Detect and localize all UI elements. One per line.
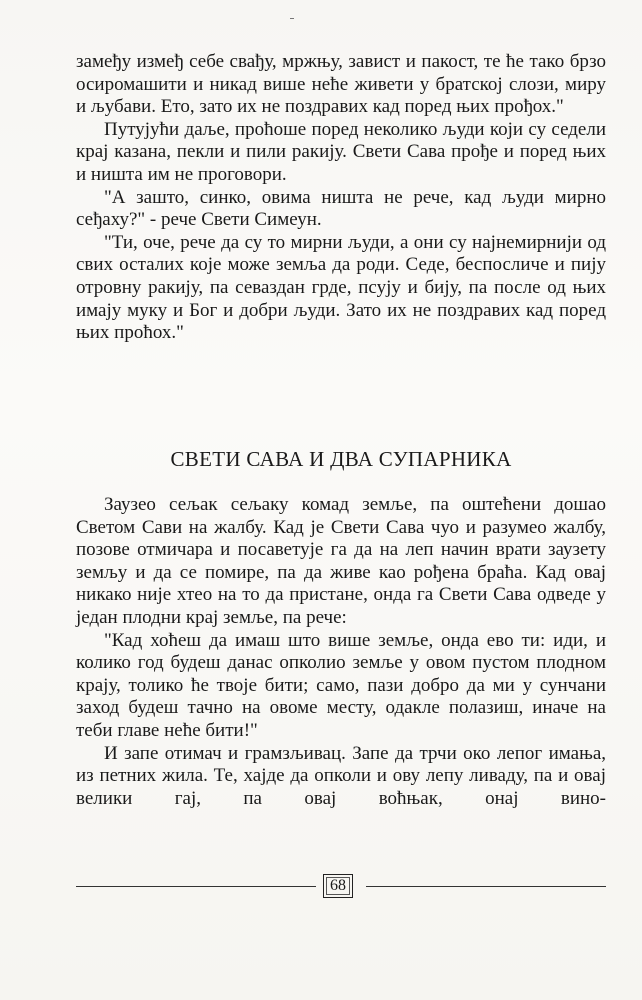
- paragraph-answer: "Ти, оче, рече да су то мирни људи, а они су најнемирнији од свих осталих које може земља да роди. Седе, беспосличе и пију отровну ракију, па севаздан грде, псују и бију, па после од њих имају муку и Бог и добри људи. Зато их не поздравих кад поред њих проћох.": [76, 231, 606, 344]
- footer-rule-right: [366, 886, 606, 887]
- text-block-bottom: [76, 494, 606, 810]
- page-footer: [76, 872, 606, 902]
- page-number: 68: [323, 874, 353, 898]
- paragraph-question: "А зашто, синко, овима ништа не рече, кад људи мирно сеђаху?" - рече Свети Симеун.: [76, 186, 606, 231]
- paragraph-quote: "Кад хоћеш да имаш што више земље, онда ево ти: иди, и колико год будеш данас опколио земље у овом пустом плодном крају, толико ће твоје бити; само, пази добро да ми у сунчани заход будеш тачно на овоме месту, одакле полазиш, иначе на теби главе неће бити!": [76, 629, 606, 741]
- paragraph-travel: Путујући даље, проћоше поред неколико људи који су седели крај казана, пекли и пили ракију. Свети Сава прође и поред њих и ништа им не проговори.: [76, 118, 606, 185]
- top-mark: [290, 18, 294, 19]
- chapter-heading: СВЕТИ САВА И ДВА СУПАРНИКА: [170, 447, 512, 471]
- paragraph-run: И запе отимач и грамзљивац. Запе да трчи око лепог имања, из петних жила. Те, хајде да опколи и ову лепу ливаду, па и овај велики гај, па овај воћњак, онај вино-: [76, 742, 606, 809]
- text-block-top: [76, 51, 606, 345]
- paragraph-continuation: замеђу измеђ себе свађу, мржњу, завист и пакост, те ће тако брзо осиромашити и никад више неће живети у братској слози, миру и љубави. Ето, зато их не поздравих кад поред њих прођох.": [76, 51, 606, 118]
- footer-rule-left: [76, 886, 316, 887]
- paragraph-story-start: Заузео сељак сељаку комад земље, па оштећени дошао Светом Сави на жалбу. Кад је Свети Сава чуо и разумео жалбу, позове отмичара и посаветује га да на леп начин врати заузету земљу и да се помире, па да живе као рођена браћа. Кад овај никако није хтео на то да пристане, онда га Свети Сава одведе у један плодни крај земље, па рече:: [76, 494, 606, 628]
